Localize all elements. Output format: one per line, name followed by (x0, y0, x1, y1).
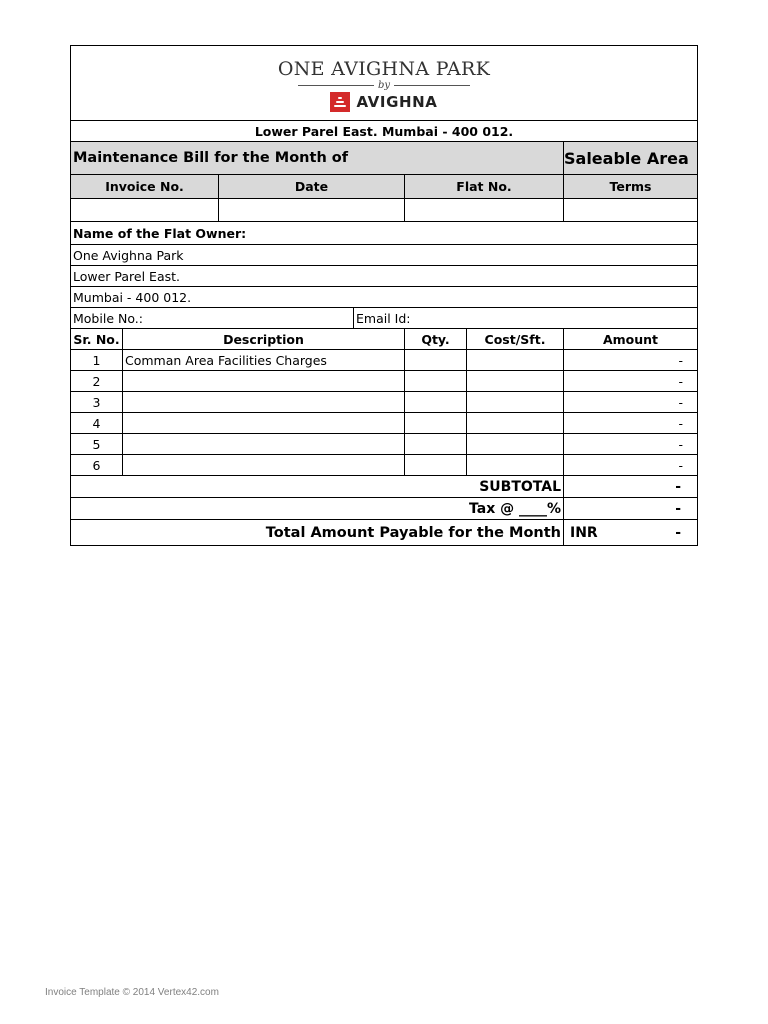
tax-value: - (563, 498, 697, 519)
terms-header: Terms (563, 175, 697, 198)
item-sr: 1 (92, 352, 101, 368)
item-amount: - (563, 392, 697, 412)
bill-title: Maintenance Bill for the Month of (73, 150, 349, 166)
item-qty[interactable] (404, 455, 466, 475)
total-value-cell (563, 520, 697, 545)
item-sr: 4 (92, 415, 101, 431)
invoice-no-field[interactable] (71, 199, 218, 221)
tax-label: Tax @ ____% (469, 500, 561, 517)
item-cost[interactable] (466, 350, 563, 370)
item-cost[interactable] (466, 413, 563, 433)
amount-header: Amount (563, 329, 697, 349)
item-cost[interactable] (466, 392, 563, 412)
item-amount: - (563, 350, 697, 370)
item-sr: 5 (92, 436, 101, 452)
terms-field[interactable] (563, 199, 697, 221)
table-row (71, 391, 697, 412)
item-qty[interactable] (404, 371, 466, 391)
table-row (71, 349, 697, 370)
email-label: Email Id: (353, 308, 697, 328)
item-description[interactable] (122, 455, 404, 475)
mobile-label: Mobile No.: (73, 310, 143, 326)
table-row (71, 412, 697, 433)
table-row (71, 454, 697, 475)
footer-credit: Invoice Template © 2014 Vertex42.com (45, 987, 219, 998)
item-description[interactable] (122, 371, 404, 391)
item-qty[interactable] (404, 350, 466, 370)
table-row (71, 433, 697, 454)
description-header: Description (122, 329, 404, 349)
logo-block (71, 46, 697, 120)
item-cost[interactable] (466, 371, 563, 391)
item-sr: 6 (92, 457, 101, 473)
owner-line-1: One Avighna Park (73, 247, 184, 263)
subtotal-value: - (563, 476, 697, 497)
item-qty[interactable] (404, 413, 466, 433)
item-amount: - (563, 371, 697, 391)
subtotal-label: SUBTOTAL (479, 478, 561, 495)
owner-line-3: Mumbai - 400 012. (73, 289, 192, 305)
avighna-logo-icon (330, 92, 350, 112)
item-qty[interactable] (404, 392, 466, 412)
flat-no-header: Flat No. (404, 175, 563, 198)
sr-no-header: Sr. No. (73, 331, 120, 347)
table-row (71, 370, 697, 391)
logo-by-text: by (377, 80, 391, 91)
item-amount: - (563, 413, 697, 433)
item-sr: 2 (92, 373, 101, 389)
cost-header: Cost/Sft. (466, 329, 563, 349)
invoice-no-header: Invoice No. (105, 179, 184, 194)
item-amount: - (563, 455, 697, 475)
logo-by (298, 80, 470, 91)
date-field[interactable] (218, 199, 404, 221)
qty-header: Qty. (404, 329, 466, 349)
owner-line-2: Lower Parel East. (73, 268, 181, 284)
address-line: Lower Parel East. Mumbai - 400 012. (254, 123, 514, 139)
invoice-sheet (70, 45, 698, 546)
item-sr: 3 (92, 394, 101, 410)
item-description[interactable] (122, 392, 404, 412)
item-qty[interactable] (404, 434, 466, 454)
item-amount: - (563, 434, 697, 454)
item-description[interactable]: Comman Area Facilities Charges (122, 350, 404, 370)
logo-brand (330, 92, 437, 112)
saleable-area-label: Saleable Area (563, 142, 697, 174)
logo-brand-text: AVIGHNA (356, 93, 438, 111)
item-description[interactable] (122, 413, 404, 433)
owner-label: Name of the Flat Owner: (73, 225, 247, 241)
item-description[interactable] (122, 434, 404, 454)
currency-label: INR (570, 524, 598, 541)
date-header: Date (218, 175, 404, 198)
total-label: Total Amount Payable for the Month (265, 524, 561, 541)
item-cost[interactable] (466, 434, 563, 454)
logo-title: ONE AVIGHNA PARK (277, 58, 491, 80)
total-value: - (675, 524, 681, 541)
flat-no-field[interactable] (404, 199, 563, 221)
item-cost[interactable] (466, 455, 563, 475)
